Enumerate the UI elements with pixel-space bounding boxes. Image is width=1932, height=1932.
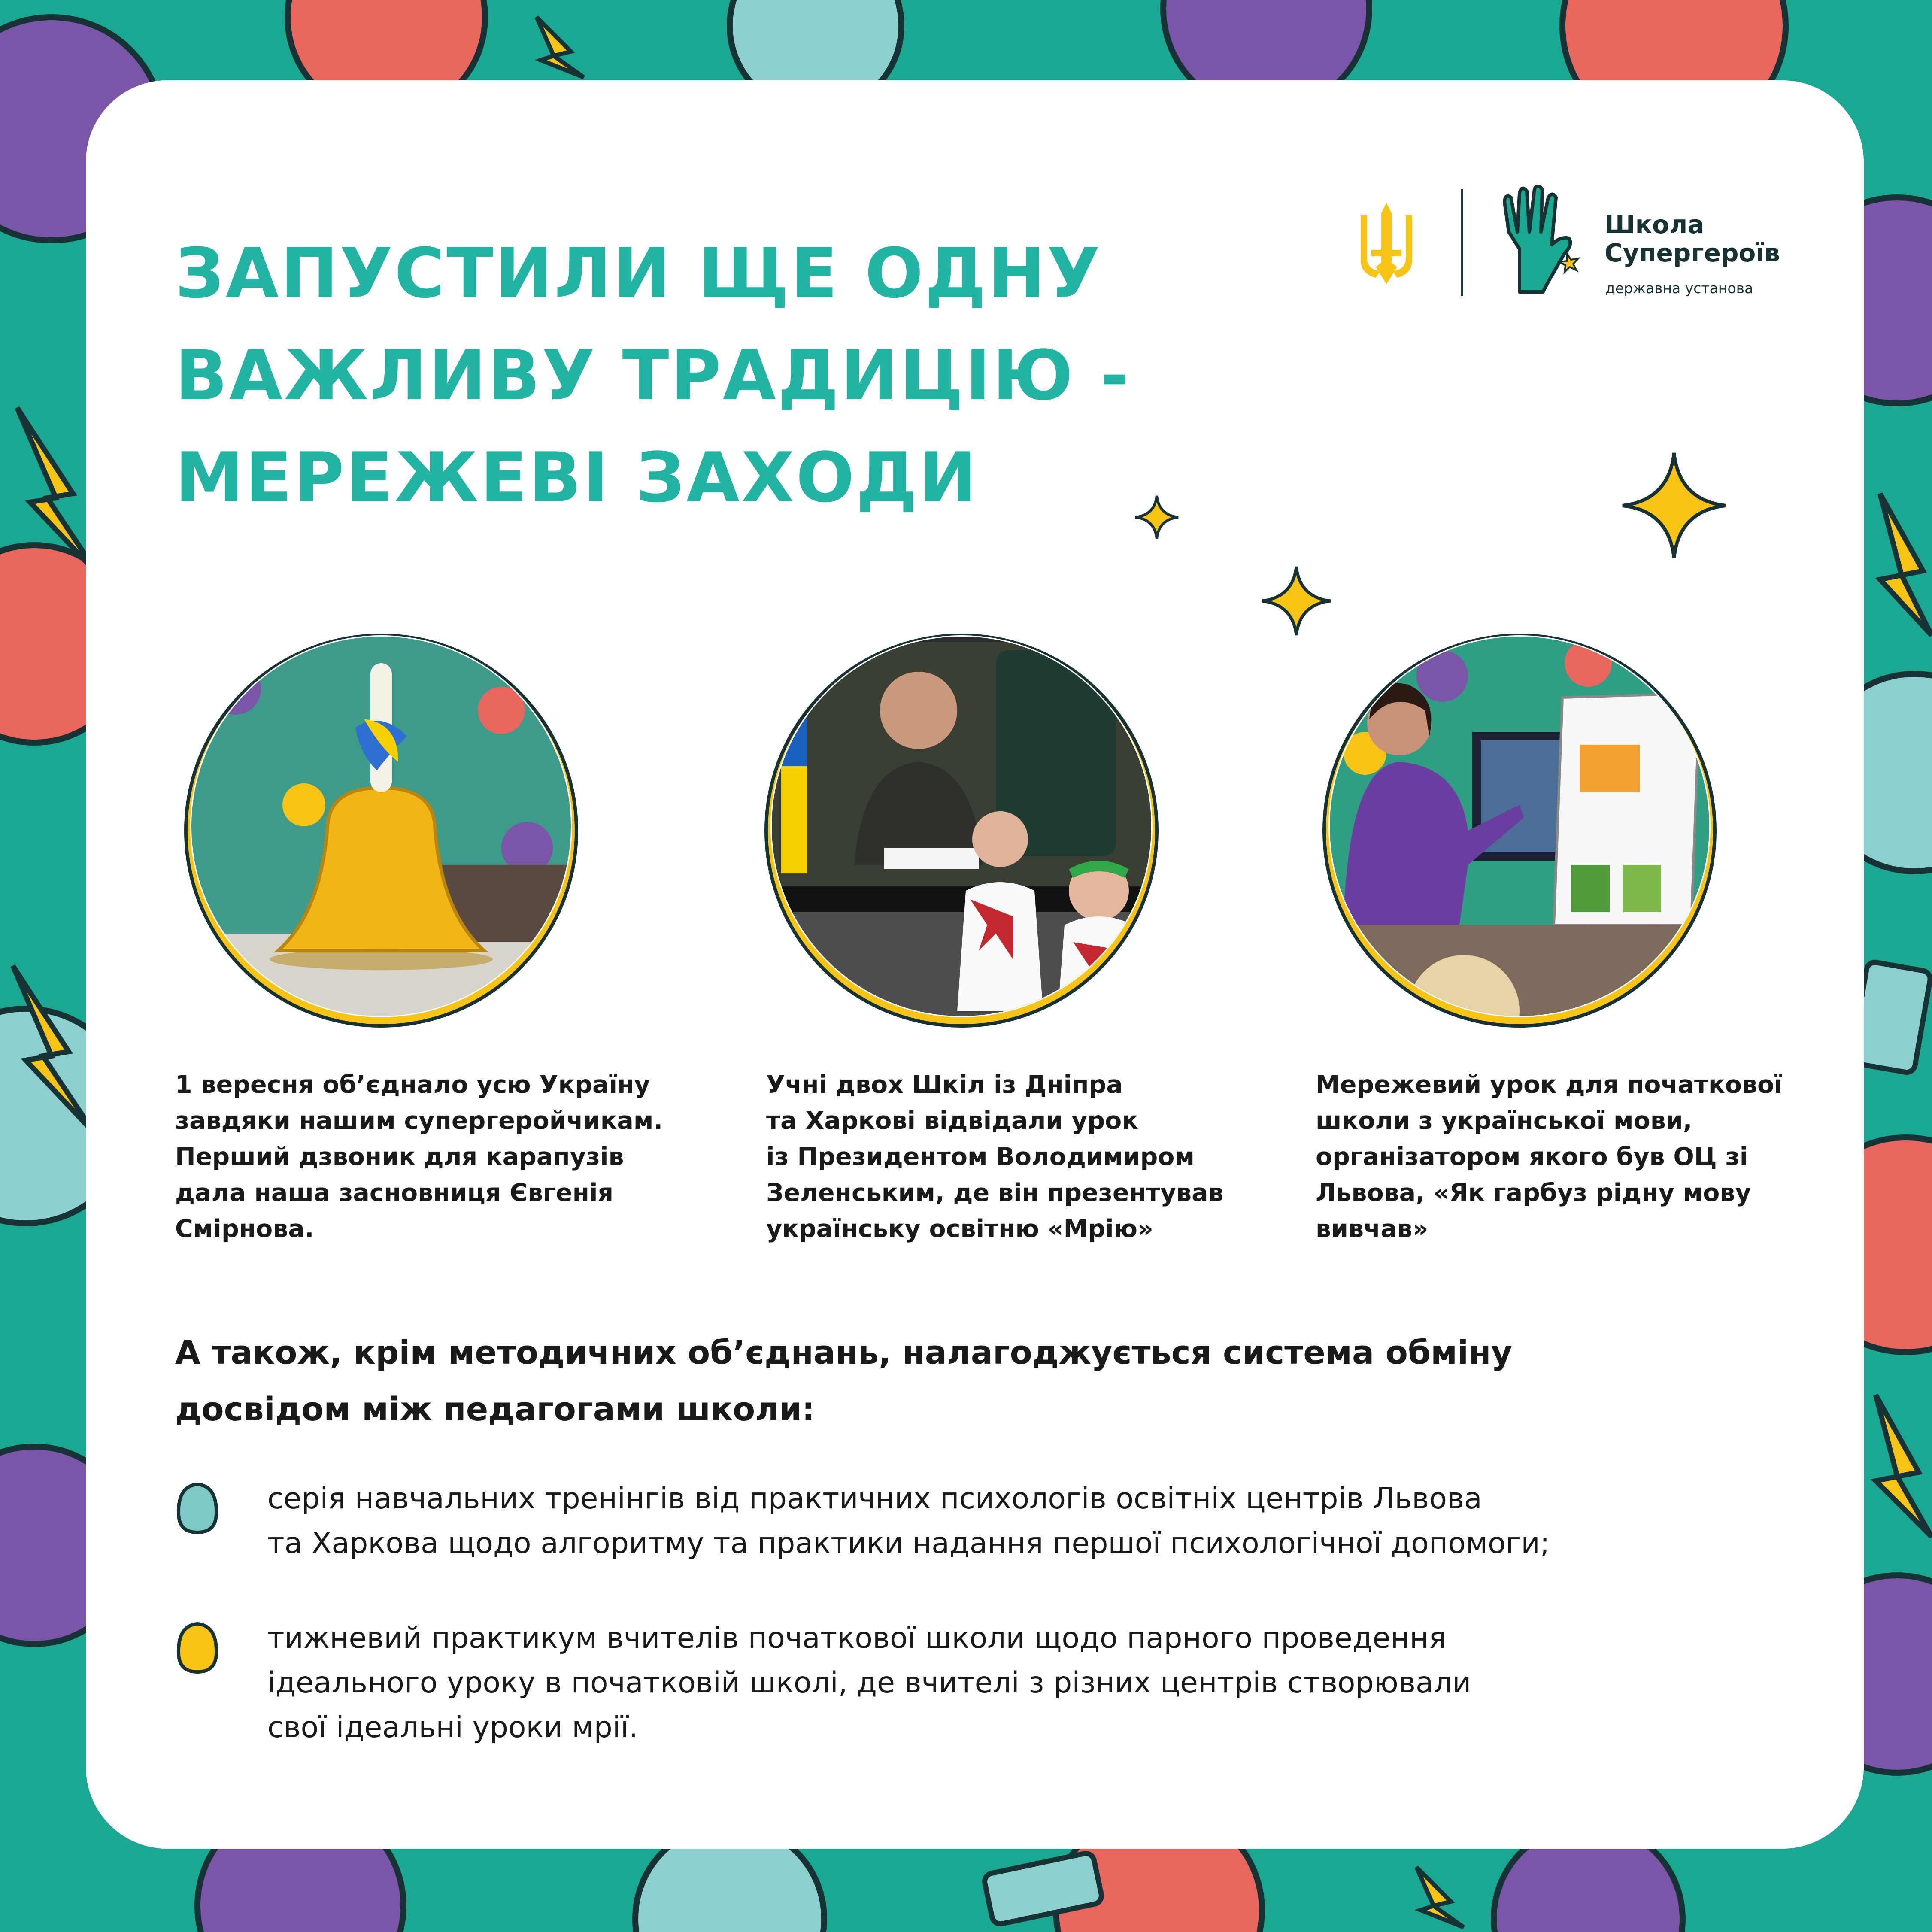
caption-line: вивчав» [1316, 1215, 1429, 1243]
photo-caption-2 [766, 1067, 1224, 1247]
teal-egg-bullet-icon [175, 1482, 220, 1535]
lead-line: досвідом між педагогами школи: [175, 1390, 815, 1428]
caption-line: українську освітню «Мрію» [766, 1215, 1153, 1243]
caption-line: 1 вересня об’єднало усю Україну [175, 1071, 650, 1099]
caption-line: Зеленським, де він презентував [766, 1179, 1224, 1207]
caption-line: Львова, «Як гарбуз рідну мову [1316, 1179, 1751, 1207]
photo-caption-1 [175, 1067, 663, 1247]
bullet-text [267, 1616, 1471, 1750]
bullet-line: свої ідеальні уроки мрії. [267, 1711, 638, 1744]
hand-icon [1496, 185, 1582, 296]
photo-president-lesson [755, 625, 1168, 1037]
title-line: ЗАПУСТИЛИ ЩЕ ОДНУ [175, 233, 1102, 313]
caption-line: та Харкові відвідали урок [766, 1107, 1138, 1135]
bullet-text [267, 1477, 1550, 1566]
caption-line: Мережевий урок для початкової [1316, 1071, 1783, 1099]
caption-line: Перший дзвоник для карапузів [175, 1143, 624, 1171]
caption-line: Учні двох Шкіл із Дніпра [766, 1071, 1123, 1099]
president-lesson-photo [755, 625, 1168, 1037]
title-line: МЕРЕЖЕВІ ЗАХОДИ [175, 437, 978, 518]
yellow-egg-bullet-icon [175, 1621, 220, 1674]
logo-name-line: Школа [1604, 210, 1705, 239]
logo-subtitle: державна установа [1605, 280, 1753, 297]
photo-teacher-whiteboard [1313, 625, 1726, 1037]
caption-line: Смірнова. [175, 1215, 314, 1243]
bullet-line: та Харкова щодо алгоритму та практики надання першої психологічної допомоги; [267, 1526, 1550, 1560]
caption-line: дала наша засновниця Євгенія [175, 1179, 614, 1207]
lead-line: А також, крім методичних об’єднань, налагоджується система обміну [175, 1333, 1513, 1371]
caption-line: із Президентом Володимиром [766, 1143, 1195, 1171]
logo-name [1604, 210, 1780, 267]
trident-icon [1356, 198, 1416, 288]
bullet-line: ідеального уроку в початковій школі, де вчителі з різних центрів створювали [267, 1666, 1471, 1700]
logo-name-line: Супергероїв [1604, 238, 1780, 267]
lead-paragraph [175, 1324, 1512, 1438]
caption-line: школи з української мови, [1316, 1107, 1692, 1135]
title-line: ВАЖЛИВУ ТРАДИЦІЮ - [175, 335, 1131, 416]
photo-school-bell [175, 625, 587, 1037]
school-bell-photo [175, 625, 587, 1037]
photo-caption-3 [1316, 1067, 1783, 1247]
school-logo [1356, 185, 1807, 309]
logo-divider [1461, 189, 1463, 296]
caption-line: організатором якого був ОЦ зі [1316, 1143, 1748, 1171]
bullet-line: тижневий практикум вчителів початкової школи щодо парного проведення [267, 1621, 1447, 1655]
caption-line: завдяки нашим супергеройчикам. [175, 1107, 663, 1135]
teacher-whiteboard-photo [1313, 625, 1726, 1037]
bullet-line: серія навчальних тренінгів від практичних психологів освітніх центрів Львова [267, 1482, 1482, 1516]
